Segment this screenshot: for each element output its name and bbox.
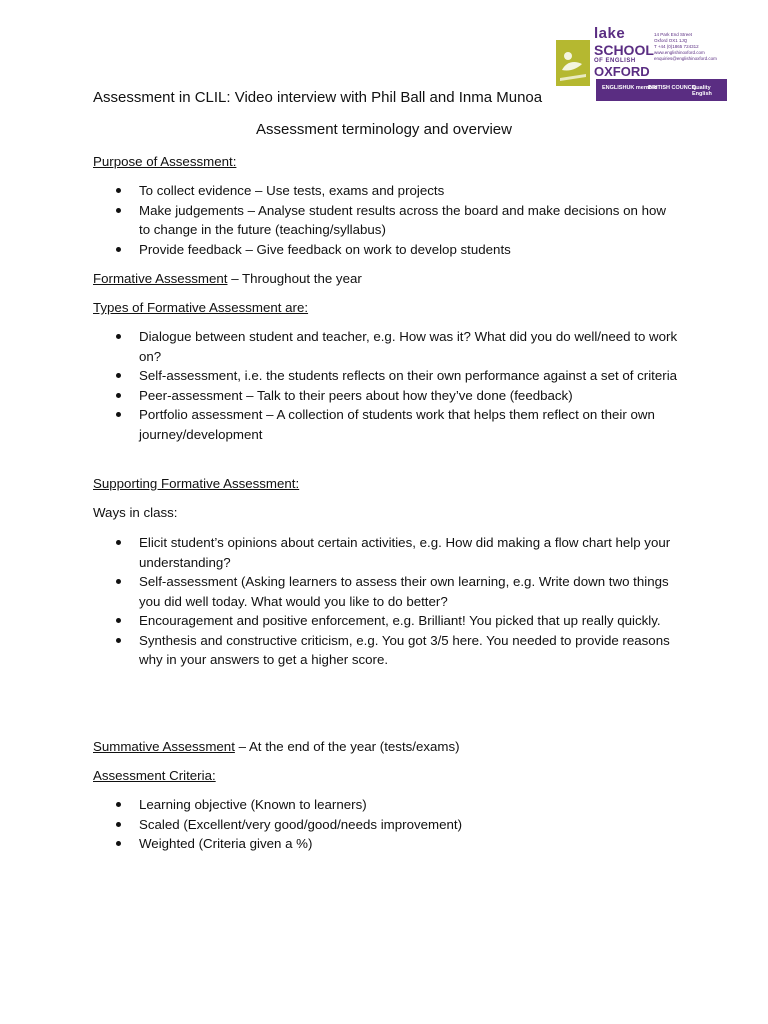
list-item: To collect evidence – Use tests, exams and projects	[0, 181, 679, 201]
list-item: Synthesis and constructive criticism, e.g. You got 3/5 here. You needed to provide reasons why in your answers to get a higher score.	[0, 631, 679, 670]
school-logo	[556, 26, 728, 102]
list-item: Portfolio assessment – A collection of students work that helps them reflect on their own journey/development	[0, 405, 679, 444]
list-item: Self-assessment (Asking learners to assess their own learning, e.g. Write down two things you did well today. What would you like to do better?	[0, 572, 679, 611]
list-item: Make judgements – Analyse student results across the board and make decisions on how to change in the future (teaching/syllabus)	[0, 201, 679, 240]
list-item: Dialogue between student and teacher, e.g. How was it? What did you do well/need to work on?	[0, 327, 679, 366]
logo-wordmark	[594, 26, 654, 78]
logo-contact	[654, 32, 730, 62]
accreditation-band	[596, 79, 727, 101]
formative-term: Formative Assessment	[93, 271, 228, 286]
supporting-heading: Supporting Formative Assessment:	[93, 476, 300, 491]
types-heading: Types of Formative Assessment are:	[93, 300, 309, 315]
contact-line: enquiries@englishinoxford.com	[654, 56, 717, 61]
criteria-heading: Assessment Criteria:	[93, 768, 216, 783]
list-item: Weighted (Criteria given a %)	[0, 834, 679, 854]
contact-line: 14 Park End Street	[654, 32, 693, 37]
summative-desc: – At the end of the year (tests/exams)	[234, 739, 460, 754]
list-item: Self-assessment, i.e. the students reflects on their own performance against a set of criteria	[0, 366, 679, 386]
list-item: Encouragement and positive enforcement, e.g. Brilliant! You picked that up really quickly.	[0, 611, 679, 631]
contact-line: T +44 (0)1865 724312	[654, 44, 699, 49]
logo-emblem-icon	[556, 40, 590, 86]
list-item: Provide feedback – Give feedback on work to develop students	[0, 240, 679, 260]
summative-line	[93, 737, 460, 757]
formative-desc: – Throughout the year	[227, 271, 362, 286]
purpose-list	[0, 181, 679, 259]
logo-oxford: OXFORD	[594, 64, 650, 79]
logo-of-english: OF ENGLISH	[594, 58, 636, 64]
englishuk-badge: ENGLISHUK member	[602, 85, 658, 91]
list-item: Elicit student’s opinions about certain activities, e.g. How did making a flow chart help your understanding?	[0, 533, 679, 572]
criteria-list	[0, 795, 679, 854]
ways-in-class: Ways in class:	[93, 505, 178, 520]
contact-line: www.englishinoxford.com	[654, 50, 705, 55]
document-subtitle: Assessment terminology and overview	[256, 121, 512, 138]
types-list	[0, 327, 679, 444]
list-item: Learning objective (Known to learners)	[0, 795, 679, 815]
british-council-badge: BRITISH COUNCIL	[648, 85, 697, 91]
contact-line: Oxford OX1 1JQ	[654, 38, 688, 43]
document-title: Assessment in CLIL: Video interview with Phil Ball and Inma Munoa	[93, 89, 543, 106]
list-item: Peer-assessment – Talk to their peers about how they’ve done (feedback)	[0, 386, 679, 406]
formative-line	[93, 269, 362, 289]
supporting-list	[0, 533, 679, 670]
summative-term: Summative Assessment	[93, 739, 235, 754]
purpose-heading: Purpose of Assessment:	[93, 154, 237, 169]
list-item: Scaled (Excellent/very good/good/needs improvement)	[0, 815, 679, 835]
quality-english-badge: Quality English	[692, 85, 712, 97]
logo-lake: lake	[594, 25, 626, 42]
logo-school: SCHOOL	[594, 42, 654, 58]
